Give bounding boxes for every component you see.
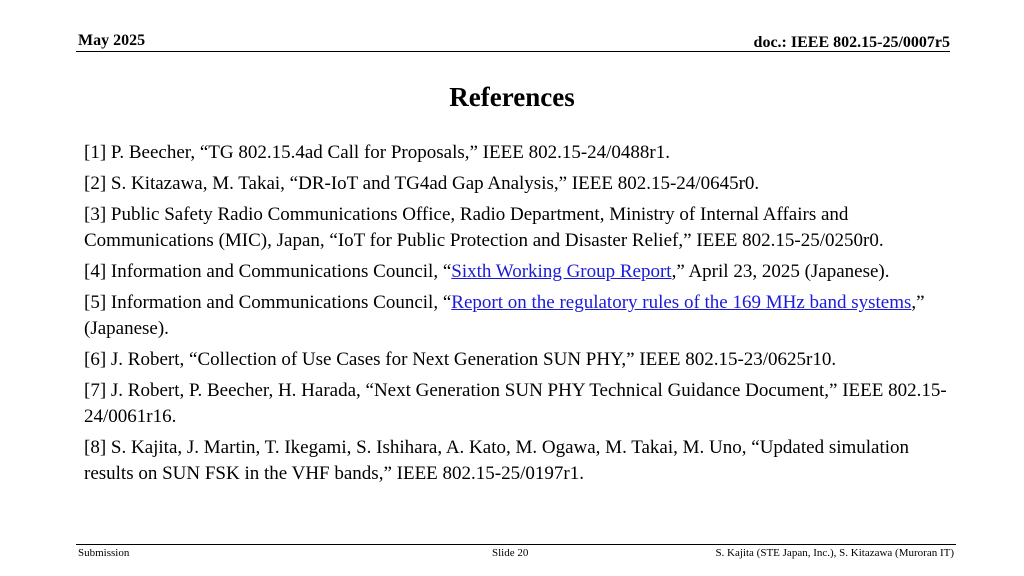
reference-item-4 [84, 259, 954, 285]
reference-item-7 [84, 378, 954, 430]
header-divider [76, 51, 950, 52]
reference-text: [4] Information and Communications Council, “ [84, 261, 452, 282]
reference-item-6 [84, 347, 954, 373]
footer-submission: Submission [78, 547, 130, 559]
header-doc-number: doc.: IEEE 802.15-25/0007r5 [753, 34, 950, 51]
footer-authors: S. Kajita (STE Japan, Inc.), S. Kitazawa (Muroran IT) [715, 547, 954, 559]
reference-text-tail: ,” April 23, 2025 (Japanese). [671, 261, 890, 282]
footer-divider [76, 544, 956, 545]
references-list [84, 140, 954, 492]
footer-slide-number: Slide 20 [492, 547, 529, 559]
reference-text: [1] P. Beecher, “TG 802.15.4ad Call for Proposals,” IEEE 802.15-24/0488r1. [84, 142, 671, 163]
reference-item-2 [84, 171, 954, 197]
reference-item-8 [84, 435, 954, 487]
slide-title: References [449, 82, 575, 112]
reference-text: [3] Public Safety Radio Communications Office, Radio Department, Ministry of Internal Affairs and Communications (MIC), Japan, “IoT for Public Protection and Disaster Relief,” IEEE 802.15-25/0250r0. [84, 204, 884, 251]
reference-item-1 [84, 140, 954, 166]
reference-text: [5] Information and Communications Council, “ [84, 292, 452, 313]
sixth-working-group-report-link[interactable]: Sixth Working Group Report [451, 261, 672, 282]
regulatory-rules-169mhz-link[interactable]: Report on the regulatory rules of the 169 MHz band systems [451, 292, 912, 313]
reference-item-3 [84, 202, 954, 254]
reference-text: [8] S. Kajita, J. Martin, T. Ikegami, S. Ishihara, A. Kato, M. Ogawa, M. Takai, M. Uno, “Updated simulation results on SUN FSK in the VHF bands,” IEEE 802.15-25/0197r1. [84, 437, 910, 484]
reference-text-tail: ,” (Japanese). [84, 292, 925, 339]
reference-text: [2] S. Kitazawa, M. Takai, “DR-IoT and TG4ad Gap Analysis,” IEEE 802.15-24/0645r0. [84, 173, 760, 194]
header-date: May 2025 [78, 32, 146, 49]
reference-text: [6] J. Robert, “Collection of Use Cases for Next Generation SUN PHY,” IEEE 802.15-23/0625r10. [84, 349, 837, 370]
reference-text: [7] J. Robert, P. Beecher, H. Harada, “Next Generation SUN PHY Technical Guidance Document,” IEEE 802.15-24/0061r16. [84, 380, 947, 427]
reference-item-5 [84, 290, 954, 342]
